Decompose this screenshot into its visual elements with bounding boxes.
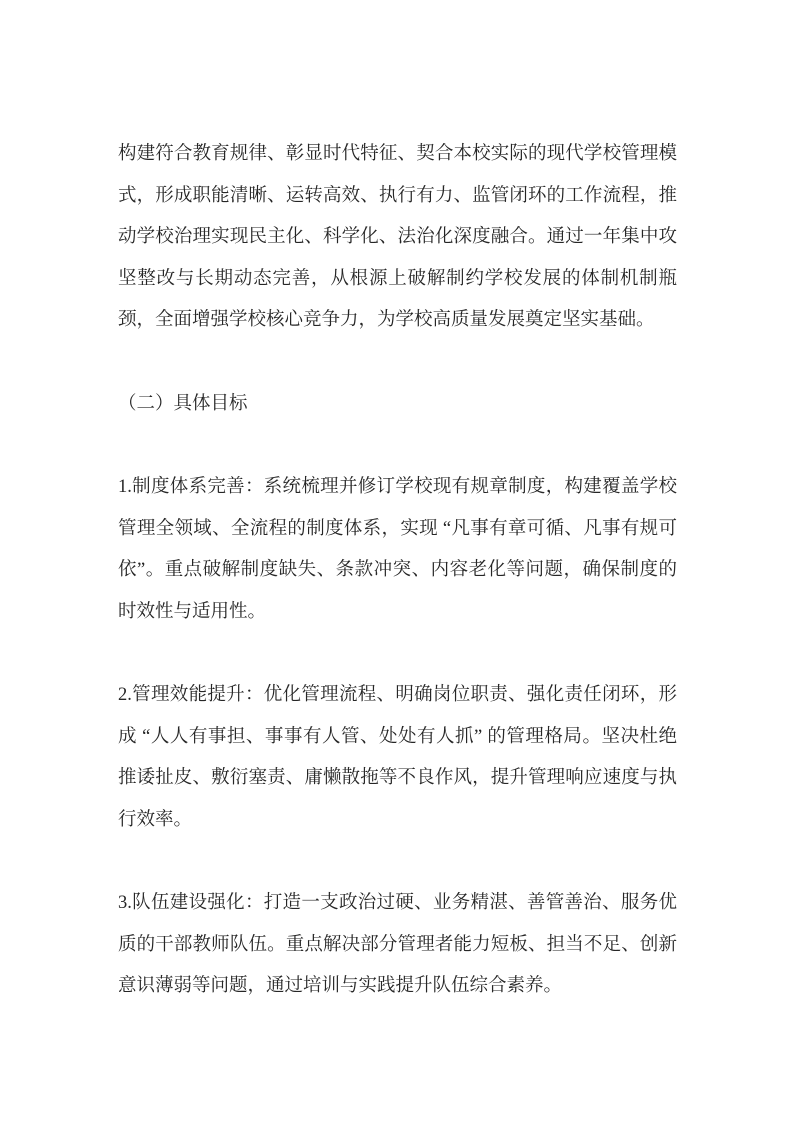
goal-item-2: 2.管理效能提升：优化管理流程、明确岗位职责、强化责任闭环，形成 “人人有事担、事事有人管、处处有人抓” 的管理格局。坚决杜绝推诿扯皮、敷衍塞责、庸懒散拖等不良作风，提升管理响应速度与执行效率。 [118, 685, 677, 830]
intro-paragraph: 构建符合教育规律、彰显时代特征、契合本校实际的现代学校管理模式，形成职能清晰、运转高效、执行有力、监管闭环的工作流程，推动学校治理实现民主化、科学化、法治化深度融合。通过一年集中攻坚整改与长期动态完善，从根源上破解制约学校发展的体制机制瓶颈，全面增强学校核心竞争力，为学校高质量发展奠定坚实基础。 [118, 144, 677, 330]
section-heading: （二）具体目标 [118, 393, 248, 414]
goal-item-3: 3.队伍建设强化：打造一支政治过硬、业务精湛、善管善治、服务优质的干部教师队伍。重点解决部分管理者能力短板、担当不足、创新意识薄弱等问题，通过培训与实践提升队伍综合素养。 [118, 893, 677, 996]
goal-item-1: 1.制度体系完善：系统梳理并修订学校现有规章制度，构建覆盖学校管理全领域、全流程的制度体系，实现 “凡事有章可循、凡事有规可依”。重点破解制度缺失、条款冲突、内容老化等问题，确保制度的时效性与适用性。 [118, 477, 677, 622]
